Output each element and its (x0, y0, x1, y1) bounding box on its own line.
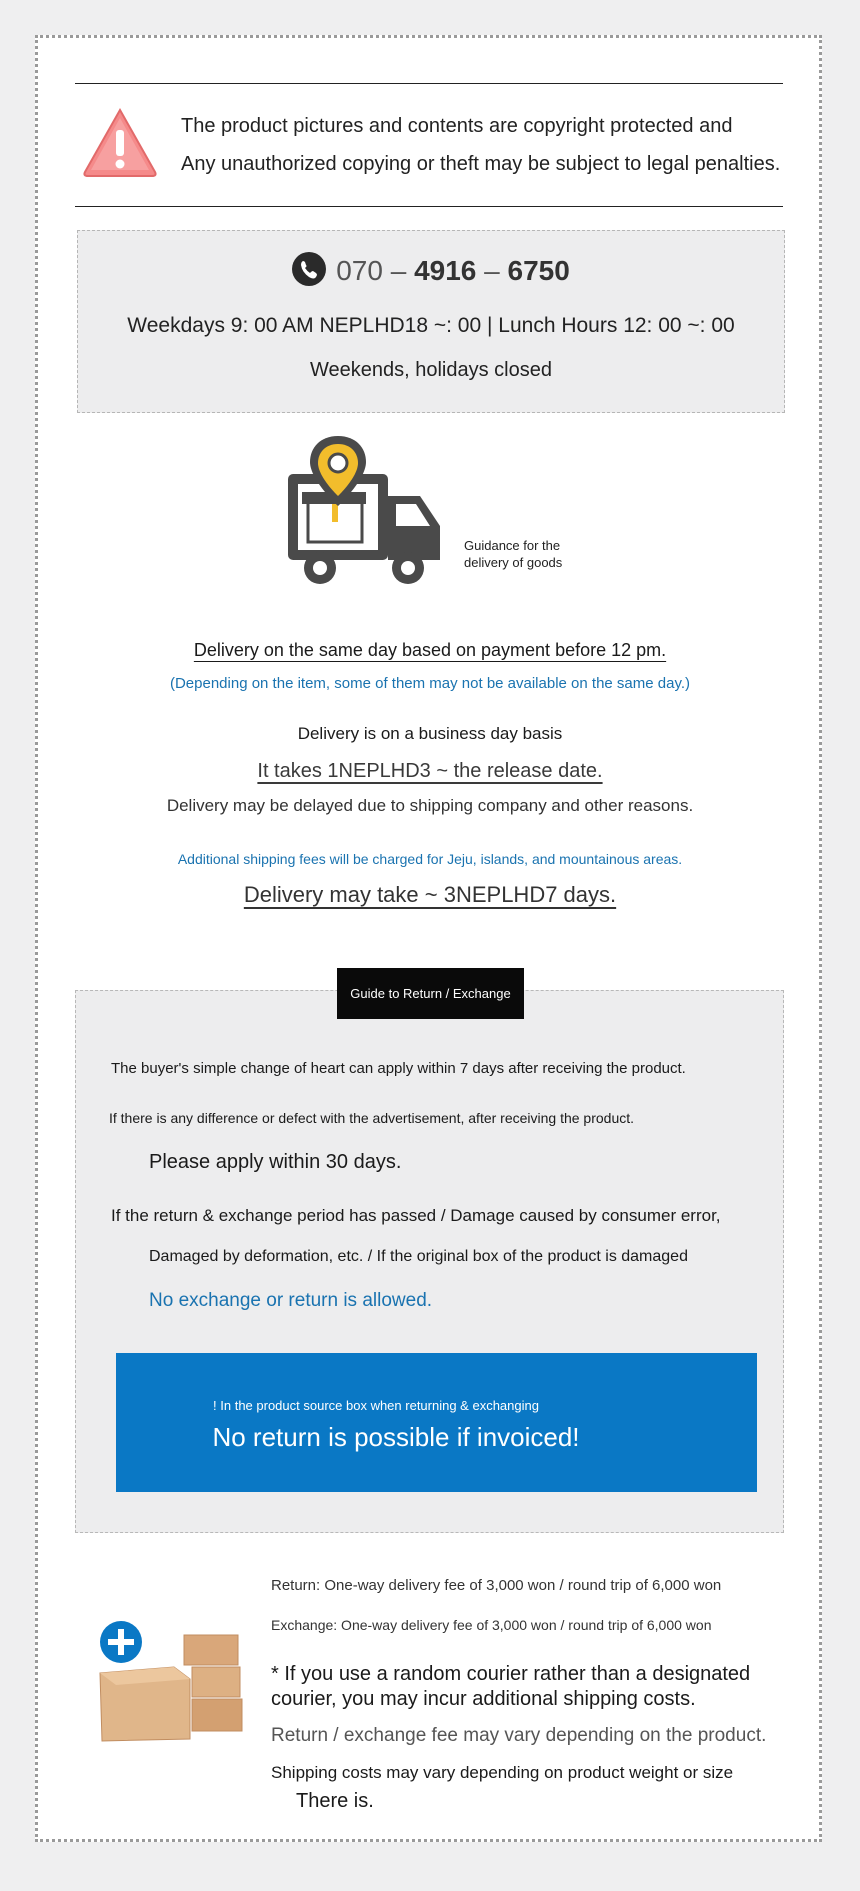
same-day-delivery (0, 640, 860, 661)
delivery-caption-line2: delivery of goods (464, 555, 563, 570)
release-date-text: It takes 1NEPLHD3 ~ the release date. (257, 760, 603, 782)
return-period-passed: If the return & exchange period has passed / Damage caused by consumer error, (111, 1206, 721, 1225)
contact-box (77, 230, 785, 413)
delivery-duration-text: Delivery may take ~ 3NEPLHD7 days. (243, 882, 617, 907)
business-day-basis: Delivery is on a business day basis (297, 724, 563, 743)
divider-top (75, 83, 783, 84)
phone-part1: 070 (336, 255, 383, 286)
phone-number[interactable] (78, 255, 784, 290)
return-exchange-tab[interactable]: Guide to Return / Exchange (337, 968, 524, 1019)
no-return-allowed: No exchange or return is allowed. (149, 1290, 433, 1311)
delivery-guidance-caption (464, 537, 562, 571)
invoice-warning-small: ! In the product source box when returning & exchanging (213, 1398, 539, 1413)
boxes-plus-icon (96, 1619, 248, 1745)
same-day-note: (Depending on the item, some of them may not be available on the same day.) (169, 675, 690, 692)
release-date-note (0, 760, 860, 783)
return-simple-change: The buyer's simple change of heart can apply within 7 days after receiving the product. (111, 1060, 686, 1077)
return-damaged-note: Damaged by deformation, etc. / If the original box of the product is damaged (149, 1248, 688, 1265)
divider-bottom (75, 206, 783, 207)
same-day-delivery-text: Delivery on the same day based on payment before 12 pm. (193, 640, 667, 660)
phone-part3: 6750 (507, 255, 570, 286)
fee-may-vary: Return / exchange fee may vary depending on the product. (271, 1725, 767, 1746)
delivery-caption-line1: Guidance for the (464, 538, 561, 553)
closed-days: Weekends, holidays closed (310, 359, 552, 381)
delivery-truck-location-icon (284, 434, 444, 592)
weight-size-note: Shipping costs may vary depending on product weight or size (271, 1763, 734, 1782)
warning-triangle-icon (81, 104, 159, 180)
phone-sep1: – (390, 255, 407, 286)
delivery-duration (0, 882, 860, 908)
phone-part2: 4916 (414, 255, 477, 286)
invoice-warning-panel (116, 1353, 757, 1492)
there-is-text: There is. (296, 1790, 374, 1812)
random-courier-line2: courier, you may incur additional shipping costs. (271, 1688, 696, 1710)
return-30-days: Please apply within 30 days. (149, 1151, 402, 1173)
delay-note: Delivery may be delayed due to shipping company and other reasons. (166, 796, 694, 815)
phone-icon (292, 252, 326, 286)
return-fee: Return: One-way delivery fee of 3,000 won / round trip of 6,000 won (271, 1577, 722, 1594)
copyright-notice-line1: The product pictures and contents are copyright protected and (181, 115, 733, 137)
invoice-warning-big: No return is possible if invoiced! (212, 1422, 580, 1452)
business-hours: Weekdays 9: 00 AM NEPLHD18 ~: 00 | Lunch Hours 12: 00 ~: 00 (127, 314, 735, 337)
copyright-notice-line2: Any unauthorized copying or theft may be subject to legal penalties. (181, 153, 781, 175)
extra-shipping-fee-note: Additional shipping fees will be charged for Jeju, islands, and mountainous areas. (177, 851, 683, 867)
phone-sep2: – (484, 255, 500, 286)
random-courier-line1: * If you use a random courier rather than a designated (271, 1663, 751, 1685)
return-defect-note: If there is any difference or defect with the advertisement, after receiving the product. (109, 1110, 635, 1126)
random-courier-note (271, 1662, 750, 1712)
exchange-fee: Exchange: One-way delivery fee of 3,000 won / round trip of 6,000 won (271, 1617, 712, 1633)
